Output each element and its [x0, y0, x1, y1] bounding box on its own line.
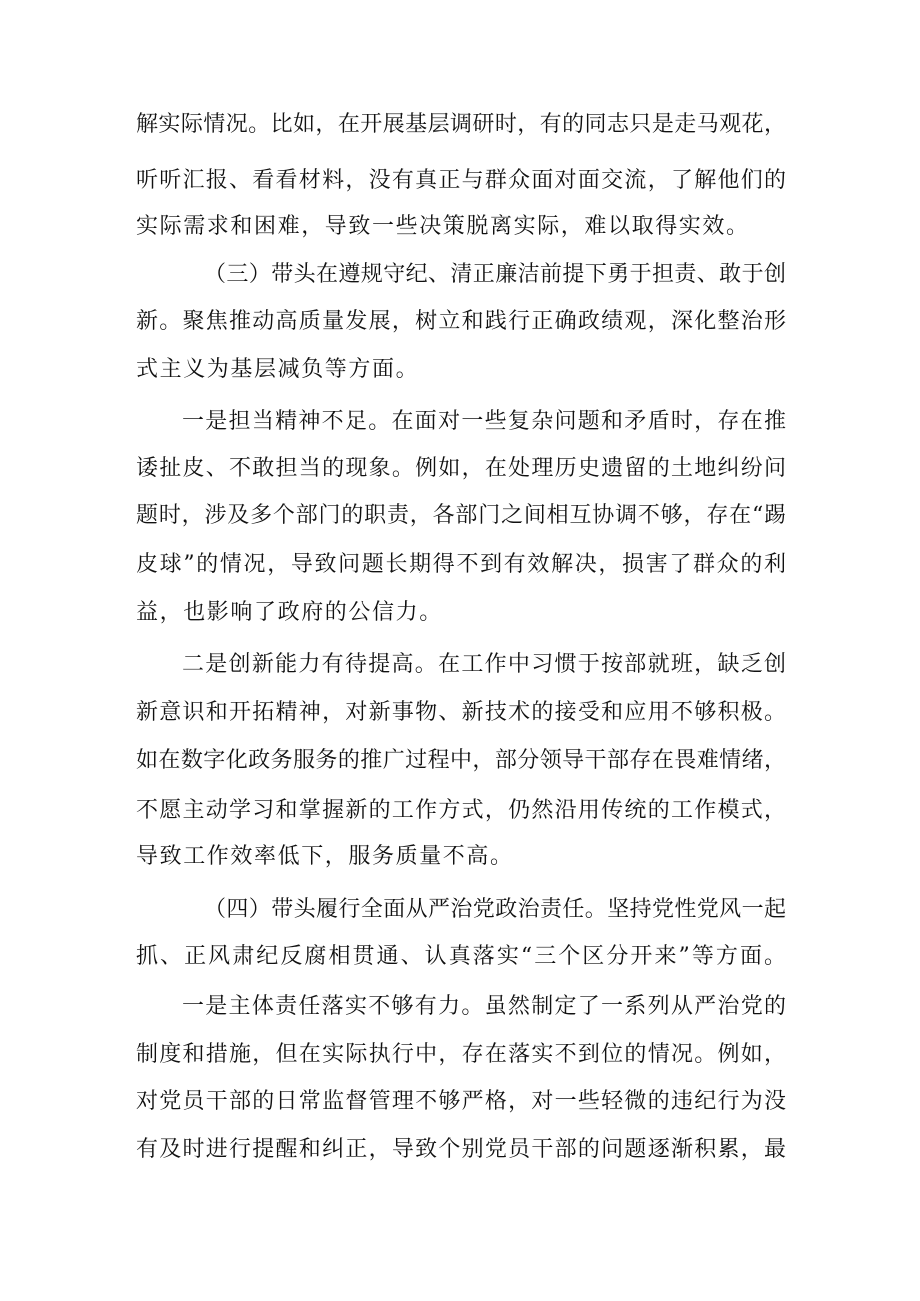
- text-line: 一是担当精神不足。在面对一些复杂问题和矛盾时，存在推: [182, 409, 786, 434]
- text-line: 解实际情况。比如，在开展基层调研时，有的同志只是走马观花，: [136, 112, 786, 137]
- text-line: 有及时进行提醒和纠正，导致个别党员干部的问题逐渐积累，最: [136, 1137, 786, 1162]
- text-line: 诿扯皮、不敢担当的现象。例如，在处理历史遗留的土地纠纷问: [136, 456, 786, 481]
- section-heading-line: （三）带头在遵规守纪、清正廉洁前提下勇于担责、敢于创: [204, 262, 786, 287]
- section-heading-line: （四）带头履行全面从严治党政治责任。坚持党性党风一起: [204, 897, 786, 922]
- text-line: 对党员干部的日常监督管理不够严格，对一些轻微的违纪行为没: [136, 1089, 786, 1114]
- text-line: 制度和措施，但在实际执行中，存在落实不到位的情况。例如，: [136, 1042, 786, 1067]
- text-line: 不愿主动学习和掌握新的工作方式，仍然沿用传统的工作模式，: [136, 798, 786, 823]
- text-line: 新。聚焦推动高质量发展，树立和践行正确政绩观，深化整治形: [136, 309, 786, 334]
- text-line: 听听汇报、看看材料，没有真正与群众面对面交流，了解他们的: [136, 168, 786, 193]
- text-line: 式主义为基层减负等方面。: [136, 357, 420, 382]
- text-line: 皮球”的情况，导致问题长期得不到有效解决，损害了群众的利: [136, 552, 786, 577]
- text-line: 抓、正风肃纪反腐相贯通、认真落实“三个区分开来”等方面。: [136, 944, 786, 969]
- text-line: 一是主体责任落实不够有力。虽然制定了一系列从严治党的: [182, 994, 786, 1019]
- text-line: 新意识和开拓精神，对新事物、新技术的接受和应用不够积极。: [136, 700, 786, 725]
- text-line: 如在数字化政务服务的推广过程中，部分领导干部存在畏难情绪，: [136, 748, 786, 773]
- text-line: 题时，涉及多个部门的职责，各部门之间相互协调不够，存在“踢: [136, 503, 786, 528]
- text-line: 实际需求和困难，导致一些决策脱离实际，难以取得实效。: [136, 214, 750, 239]
- text-line: 益，也影响了政府的公信力。: [136, 600, 443, 625]
- text-line: 二是创新能力有待提高。在工作中习惯于按部就班，缺乏创: [182, 652, 786, 677]
- text-line: 导致工作效率低下，服务质量不高。: [136, 844, 514, 869]
